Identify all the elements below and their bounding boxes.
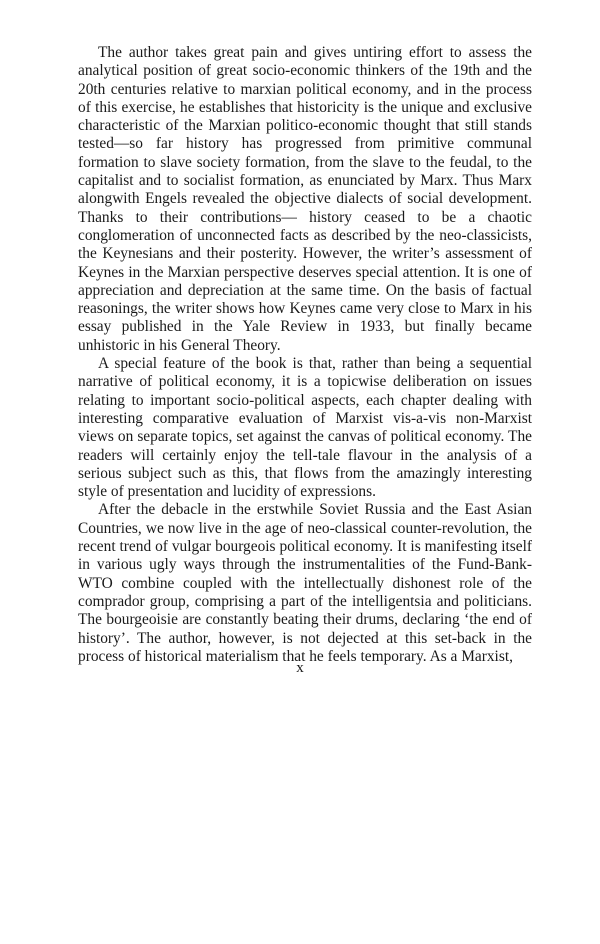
paragraph-2: A special feature of the book is that, rather than being a sequential narrative of political economy, it is a topicwise deliberation on issues relating to important socio-political aspects, each chapter dealing with interesting comparative evaluation of Marxist vis-a-vis non-Marxist views on separate topics, set against the canvas of political economy. The readers will certainly enjoy the tell-tale flavour in the analysis of a serious subject such as this, that flows from the amazingly interesting style of presentation and lucidity of expressions. (78, 355, 532, 501)
page-number: x (296, 660, 304, 676)
paragraph-3: After the debacle in the erstwhile Soviet Russia and the East Asian Countries, we now live in the age of neo-classical counter-revolution, the recent trend of vulgar bourgeois political economy. It is manifesting itself in various ugly ways through the instrumentalities of the Fund-Bank-WTO combine coupled with the intellectually dishonest role of the comprador group, comprising a part of the intelligentsia and politicians. The bourgeoisie are constantly beating their drums, declaring ‘the end of history’. The author, however, is not dejected at this set-back in the process of historical materialism that he feels temporary. As a Marxist, (78, 501, 532, 665)
body-text (78, 44, 532, 666)
paragraph-1: The author takes great pain and gives untiring effort to assess the analytical position of great socio-economic thinkers of the 19th and the 20th centuries relative to marxian political economy, and in the process of this exercise, he establishes that historicity is the unique and exclusive characteristic of the Marxian politico-economic thought that still stands tested—so far history has progressed from primitive communal formation to slave society formation, from the slave to the feudal, to the capitalist and to socialist formation, as enunciated by Marx. Thus Marx alongwith Engels revealed the objective dialects of social development. Thanks to their contributions— history ceased to be a chaotic conglomeration of unconnected facts as described by the neo-classicists, the Keynesians and their posterity. However, the writer’s assessment of Keynes in the Marxian perspective deserves special attention. It is one of appreciation and depreciation at the same time. On the basis of factual reasonings, the writer shows how Keynes came very close to Marx in his essay published in the Yale Review in 1933, but finally became unhistoric in his General Theory. (78, 44, 532, 354)
